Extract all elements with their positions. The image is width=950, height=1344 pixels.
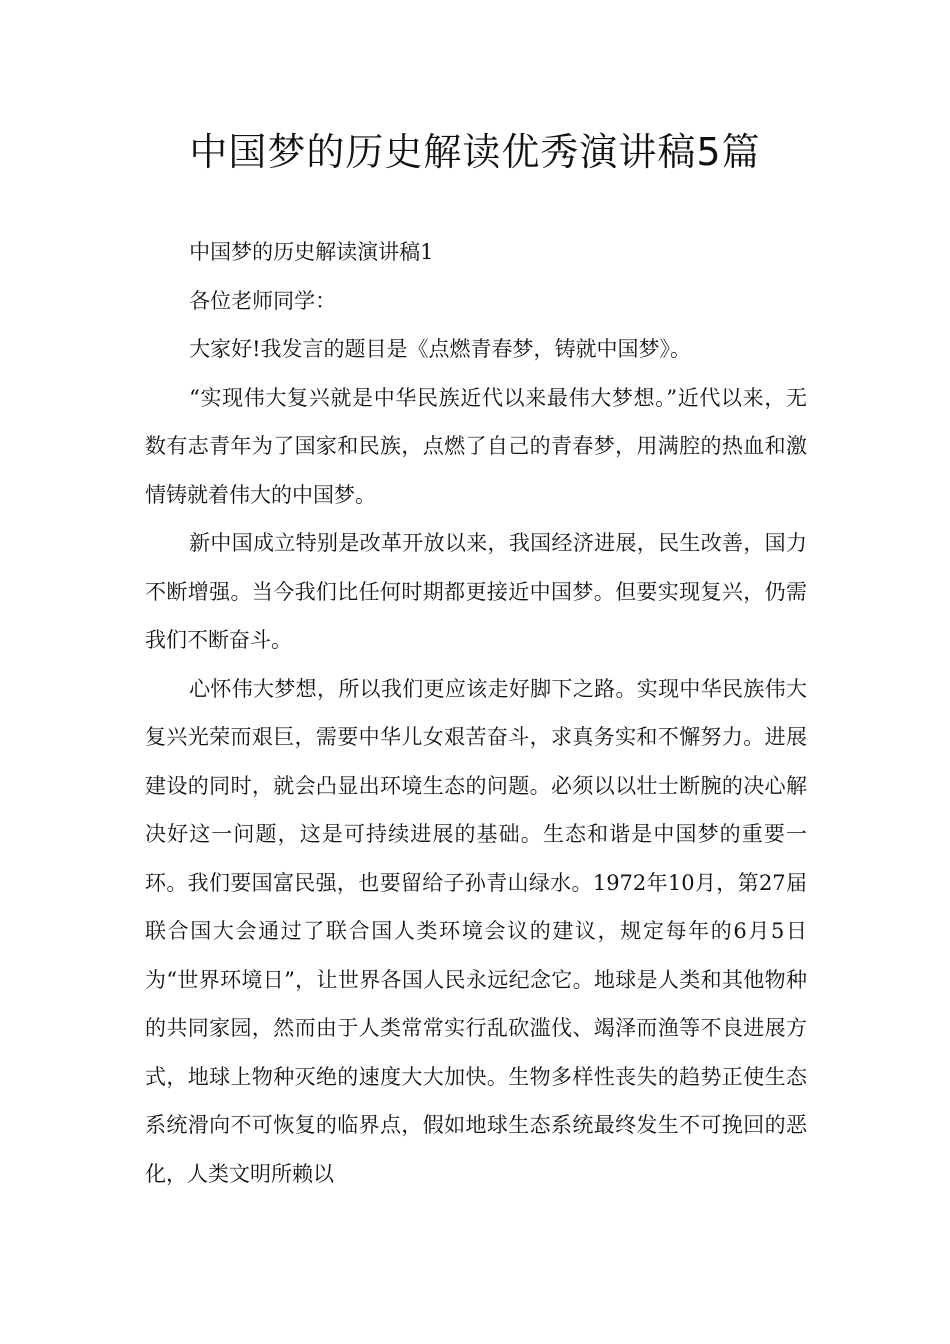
document-title: 中国梦的历史解读优秀演讲稿5篇 bbox=[189, 130, 761, 174]
paragraph: “实现伟大复兴就是中华民族近代以来最伟大梦想。”近代以来，无数有志青年为了国家和民族，点燃了自己的青春梦，用满腔的热血和激情铸就着伟大的中国梦。 bbox=[145, 385, 807, 507]
paragraph: 大家好!我发言的题目是《点燃青春梦，铸就中国梦》。 bbox=[189, 337, 692, 361]
paragraph: 新中国成立特别是改革开放以来，我国经济进展，民生改善，国力不断增强。当今我们比任何时期都更接近中国梦。但要实现复兴，仍需我们不断奋斗。 bbox=[145, 531, 807, 652]
document-body bbox=[145, 228, 807, 1198]
paragraph: 心怀伟大梦想，所以我们更应该走好脚下之路。实现中华民族伟大复兴光荣而艰巨，需要中华儿女艰苦奋斗，求真务实和不懈努力。进展建设的同时，就会凸显出环境生态的问题。必须以以壮士断腕的决心解决好这一问题，这是可持续进展的基础。生态和谐是中国梦的重要一环。我们要国富民强，也要留给子孙青山绿水。1972年10月，第27届联合国大会通过了联合国人类环境会议的建议，规定每年的6月5日为“世界环境日”，让世界各国人民永远纪念它。地球是人类和其他物种的共同家园，然而由于人类常常实行乱砍滥伐、竭泽而渔等不良进展方式，地球上物种灭绝的速度大大加快。生物多样性丧失的趋势正使生态系统滑向不可恢复的临界点，假如地球生态系统最终发生不可挽回的恶化，人类文明所赖以 bbox=[145, 676, 807, 1186]
speech-heading: 中国梦的历史解读演讲稿1 bbox=[189, 240, 434, 264]
salutation: 各位老师同学： bbox=[189, 288, 337, 313]
